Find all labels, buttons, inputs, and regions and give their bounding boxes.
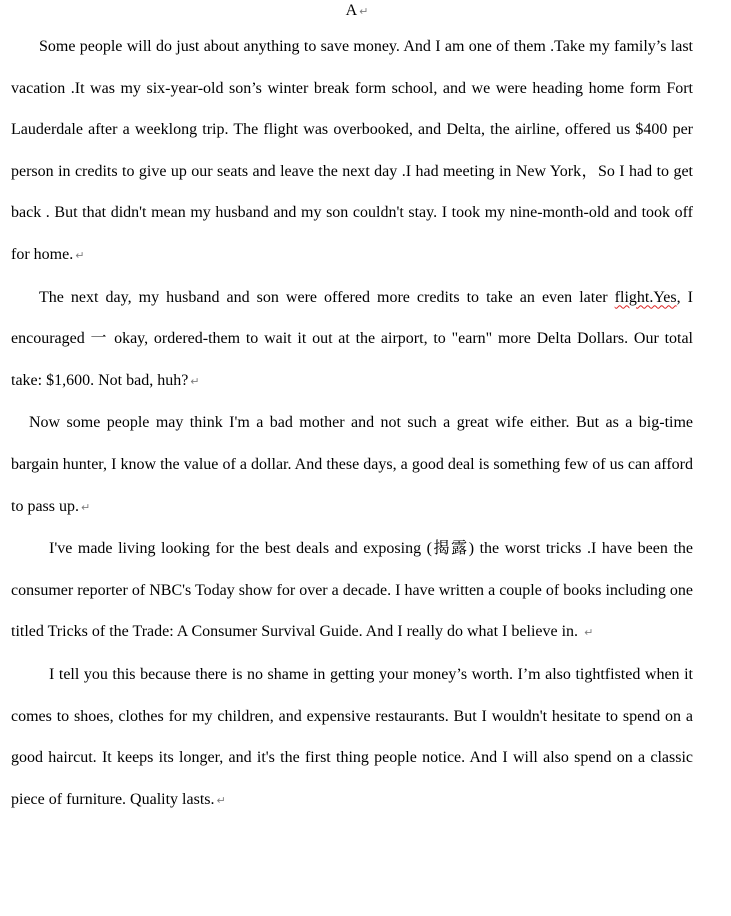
paragraph-mark-icon: ↵ <box>190 374 200 388</box>
paragraph-mark-icon: ↵ <box>81 500 91 514</box>
paragraph-1 <box>11 26 693 277</box>
paragraph-3-text: Now some people may think I'm a bad mother and not such a great wife either. But as a big-time bargain hunter, I know the value of a dollar. And these days, a good deal is something few of us can afford to pass up. <box>11 414 693 515</box>
passage-title <box>11 0 693 26</box>
spellcheck-flagged-word[interactable]: flight.Yes <box>614 288 677 306</box>
passage-title-text: A <box>345 2 358 19</box>
paragraph-2-text-end: , I encouraged 一 okay, ordered-them to wait it out at the airport, to "earn" more Delta Dollars. Our total take: $1,600. Not bad, huh? <box>11 288 693 389</box>
paragraph-mark-icon: ↵ <box>75 248 85 262</box>
document-page <box>11 0 693 821</box>
paragraph-4 <box>11 528 693 654</box>
paragraph-mark-icon: ↵ <box>216 793 226 807</box>
paragraph-5 <box>11 654 693 821</box>
paragraph-5-text: I tell you this because there is no shame in getting your money’s worth. I’m also tightfisted when it comes to shoes, clothes for my children, and expensive restaurants. But I wouldn't hesitate to spend on a good haircut. It keeps its longer, and it's the first thing people notice. And I will also spend on a classic piece of furniture. Quality lasts. <box>11 665 693 808</box>
paragraph-1-text: Some people will do just about anything to save money. And I am one of them .Take my family’s last vacation .It was my six-year-old son’s winter break form school, and we were heading home form Fort Lauderdale after a weeklong trip. The flight was overbooked, and Delta, the airline, offered us $400 per person in credits to give up our seats and leave the next day .I had meeting in New York，So I had to get back . But that didn't mean my husband and my son couldn't stay. I took my nine-month-old and took off for home. <box>11 38 693 263</box>
paragraph-3 <box>11 402 693 528</box>
paragraph-mark-icon: ↵ <box>584 626 594 640</box>
paragraph-mark-icon: ↵ <box>359 5 369 18</box>
paragraph-2 <box>11 277 693 403</box>
paragraph-2-text-start: The next day, my husband and son were offered more credits to take an even later <box>39 288 615 306</box>
paragraph-4-text: I've made living looking for the best deals and exposing (揭露) the worst tricks .I have been the consumer reporter of NBC's Today show for over a decade. I have written a couple of books including one titled Tricks of the Trade: A Consumer Survival Guide. And I really do what I believe in. <box>11 540 693 641</box>
